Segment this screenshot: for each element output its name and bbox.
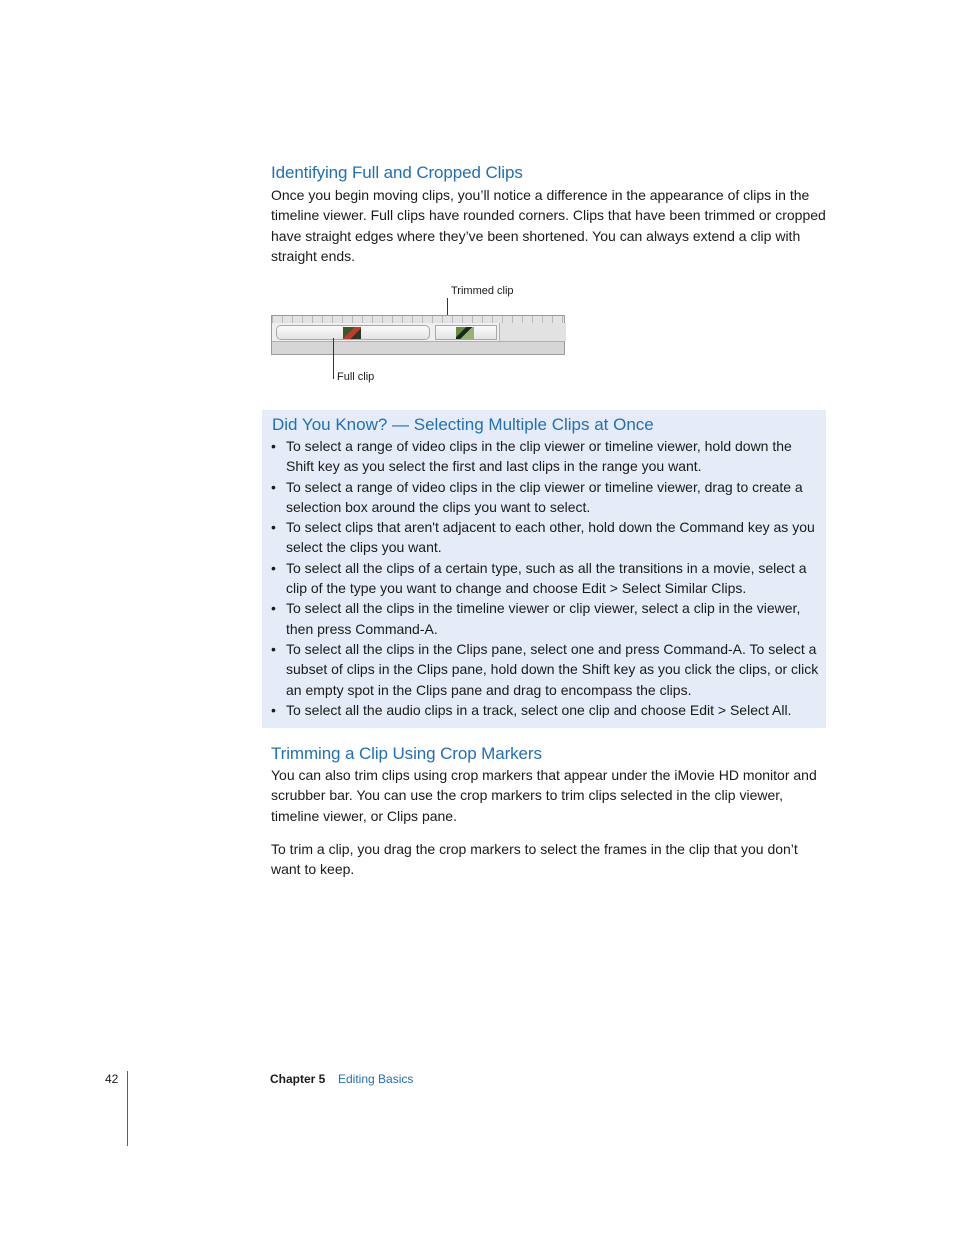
bullet: • [271, 438, 276, 454]
section-heading-trimming: Trimming a Clip Using Crop Markers [271, 744, 542, 763]
did-you-know-sidebar [262, 410, 826, 728]
footer-chapter: Chapter 5 [270, 1072, 326, 1086]
list-item [271, 598, 819, 639]
trimmed-clip-thumbnail [456, 327, 474, 339]
page-number: 42 [105, 1072, 119, 1086]
timeline-figure [271, 284, 567, 384]
list-item-text: To select all the clips in the timeline viewer or clip viewer, select a clip in the viewer, then press Command-A. [286, 600, 801, 637]
list-item-text: To select all the clips of a certain type, such as all the transitions in a movie, select a clip of the type you want to change and choose Edit > Select Similar Clips. [286, 559, 807, 597]
list-item-text: To select a range of video clips in the clip viewer or timeline viewer, hold down the Shift key as you select the first and last clips in the range you want. [286, 438, 792, 475]
bullet: • [271, 478, 276, 495]
list-item-text: To select a range of video clips in the clip viewer or timeline viewer, drag to create a selection box around the clips you want to select. [286, 478, 803, 515]
bullet: • [271, 519, 276, 536]
timeline-empty-area [499, 323, 566, 341]
list-item [271, 477, 819, 518]
full-clip-label: Full clip [337, 371, 375, 383]
did-you-know-title: Did You Know? — Selecting Multiple Clips at Once [272, 415, 654, 434]
section-heading-identifying-clips: Identifying Full and Cropped Clips [271, 163, 523, 182]
trimmed-clip-label: Trimmed clip [451, 285, 514, 297]
list-item-text: To select all the clips in the Clips pane, select one and press Command-A. To select a subset of clips in the Clips pane, hold down the Shift key as you click the clips, or click an empty spot in the Clips pane and drag to encompass the clips. [286, 640, 819, 698]
list-item [271, 558, 819, 599]
bullet: • [271, 701, 276, 718]
list-item [271, 436, 819, 477]
full-clip-callout-line [333, 338, 334, 379]
footer-chapter-title: Editing Basics [338, 1072, 414, 1086]
list-item [271, 639, 819, 700]
did-you-know-list [271, 436, 819, 720]
list-item [271, 517, 819, 558]
section-body-identifying-clips: Once you begin moving clips, you’ll notice a difference in the appearance of clips in the timeline viewer. Full clips have rounded corners. Clips that have been trimmed or cropped have straight edges where they’ve been shortened. You can always extend a clip with straight ends. [271, 187, 826, 264]
list-item-text: To select clips that aren't adjacent to each other, hold down the Command key as you select the clips you want. [286, 519, 815, 556]
bullet: • [271, 559, 276, 576]
section-body-trimming-2: To trim a clip, you drag the crop markers to select the frames in the clip that you don’t want to keep. [271, 841, 798, 878]
section-body-trimming-1: You can also trim clips using crop markers that appear under the iMovie HD monitor and scrubber bar. You can use the crop markers to trim clips selected in the clip viewer, timeline viewer, or Clips pane. [271, 767, 817, 824]
bullet: • [271, 600, 276, 617]
list-item-text: To select all the audio clips in a track, select one clip and choose Edit > Select All. [286, 701, 792, 718]
timeline-viewer-illustration [271, 315, 565, 355]
footer-rule [127, 1071, 128, 1146]
list-item [271, 700, 819, 720]
trimmed-clip-illustration [435, 325, 497, 340]
bullet: • [271, 640, 276, 657]
full-clip-thumbnail [343, 327, 361, 339]
full-clip-illustration [276, 325, 430, 340]
